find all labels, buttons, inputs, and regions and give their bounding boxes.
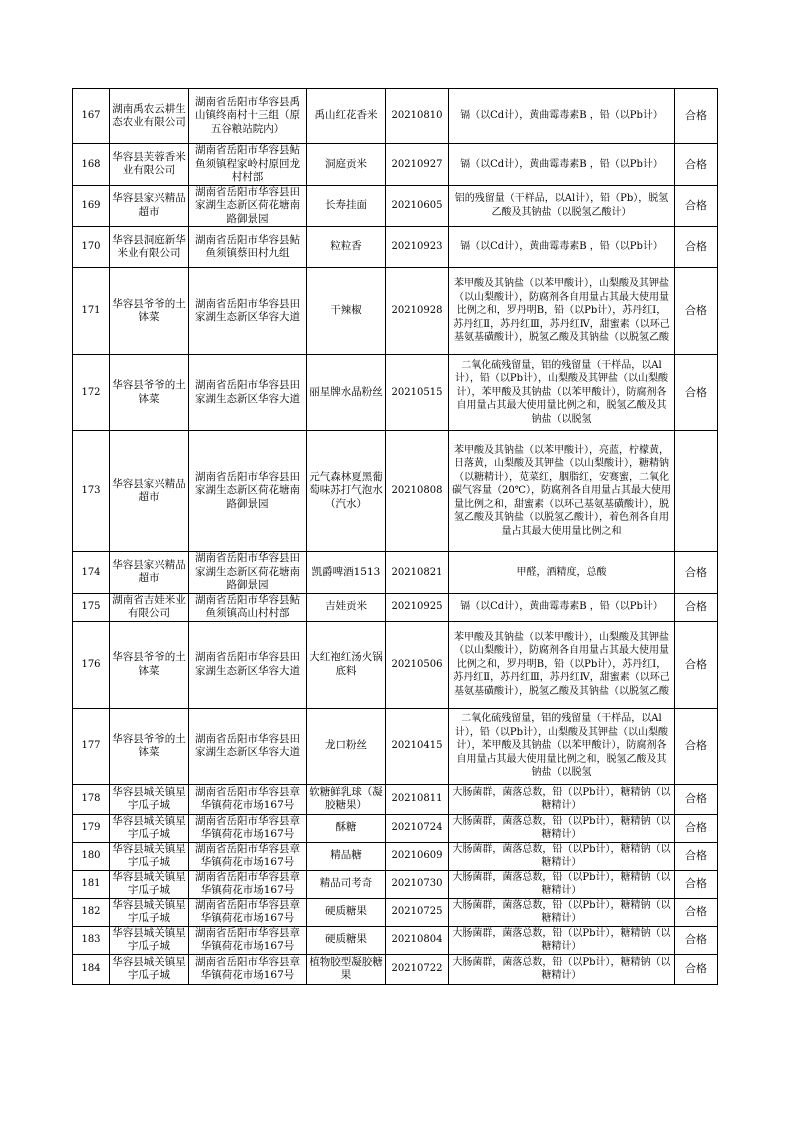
company-name: 华容县城关镇星宇瓜子城 <box>110 784 189 814</box>
test-items: 大肠菌群，菌落总数，铅（以Pb计），糖精钠（以糖精计） <box>449 870 675 898</box>
product-name: 大红袍红汤火锅底料 <box>307 621 386 708</box>
company-name: 华容县城关镇星宇瓜子城 <box>110 898 189 926</box>
table-row <box>73 593 718 621</box>
company-address: 湖南省岳阳市华容县田家湖生态新区荷花塘南路御景园 <box>189 185 307 227</box>
result-status: 合格 <box>675 621 718 708</box>
table-row <box>73 870 718 898</box>
row-number: 177 <box>73 708 110 784</box>
table-row <box>73 842 718 870</box>
product-name: 禹山红花香米 <box>307 89 386 144</box>
product-name: 洞庭贡米 <box>307 144 386 186</box>
production-date: 20210808 <box>386 431 449 552</box>
test-items: 大肠菌群，菌落总数，铅（以Pb计），糖精钠（以糖精计） <box>449 954 675 984</box>
table-row <box>73 144 718 186</box>
company-address: 湖南省岳阳市华容县田家湖生态新区荷花塘南路御景园 <box>189 552 307 594</box>
row-number: 176 <box>73 621 110 708</box>
test-items: 镉（以Cd计），黄曲霉毒素B ，铅（以Pb计） <box>449 144 675 186</box>
test-items: 大肠菌群，菌落总数，铅（以Pb计），糖精钠（以糖精计） <box>449 814 675 842</box>
test-items: 镉（以Cd计），黄曲霉毒素B ，铅（以Pb计） <box>449 89 675 144</box>
row-number: 170 <box>73 227 110 268</box>
table-row <box>73 185 718 227</box>
product-name: 软糖鲜乳球（凝胶糖果） <box>307 784 386 814</box>
production-date: 20210515 <box>386 355 449 431</box>
table-row <box>73 355 718 431</box>
row-number: 171 <box>73 268 110 355</box>
row-number: 169 <box>73 185 110 227</box>
production-date: 20210923 <box>386 227 449 268</box>
product-name: 吉娃贡米 <box>307 593 386 621</box>
company-address: 湖南省岳阳市华容县鲇鱼须镇程家岭村原回龙村村部 <box>189 144 307 186</box>
test-items: 苯甲酸及其钠盐（以苯甲酸计），山梨酸及其钾盐（以山梨酸计），防腐剂各自用量占其最大使用量比例之和，罗丹明B，铅（以Pb计），苏丹红Ⅰ，苏丹红Ⅱ，苏丹红Ⅲ，苏丹红Ⅳ，甜蜜素（以环己基氨基磺酸计），脱氢乙酸及其钠盐（以脱氢乙酸 <box>449 268 675 355</box>
production-date: 20210811 <box>386 784 449 814</box>
test-items: 镉（以Cd计），黄曲霉毒素B ，铅（以Pb计） <box>449 227 675 268</box>
company-name: 华容县城关镇星宇瓜子城 <box>110 870 189 898</box>
row-number: 180 <box>73 842 110 870</box>
production-date: 20210725 <box>386 898 449 926</box>
production-date: 20210810 <box>386 89 449 144</box>
company-address: 湖南省岳阳市华容县田家湖生态新区荷花塘南路御景园 <box>189 431 307 552</box>
product-name: 硬质糖果 <box>307 898 386 926</box>
product-name: 硬质糖果 <box>307 926 386 954</box>
product-name: 凯爵啤酒1513 <box>307 552 386 594</box>
company-name: 华容县家兴精品超市 <box>110 185 189 227</box>
company-name: 华容县城关镇星宇瓜子城 <box>110 926 189 954</box>
company-address: 湖南省岳阳市华容县章华镇荷花市场167号 <box>189 898 307 926</box>
table-row <box>73 954 718 984</box>
test-items: 大肠菌群，菌落总数，铅（以Pb计），糖精钠（以糖精计） <box>449 784 675 814</box>
result-status: 合格 <box>675 593 718 621</box>
row-number: 173 <box>73 431 110 552</box>
row-number: 175 <box>73 593 110 621</box>
row-number: 182 <box>73 898 110 926</box>
table-row <box>73 227 718 268</box>
table-row <box>73 814 718 842</box>
result-status: 合格 <box>675 185 718 227</box>
result-status <box>675 431 718 552</box>
table-row <box>73 621 718 708</box>
company-address: 湖南省岳阳市华容县禹山镇终南村十三组（原五谷粮站院内） <box>189 89 307 144</box>
test-items: 铝的残留量（干样品，以Al计），铅（Pb），脱氢乙酸及其钠盐（以脱氢乙酸计） <box>449 185 675 227</box>
table-row <box>73 926 718 954</box>
row-number: 167 <box>73 89 110 144</box>
table-row <box>73 268 718 355</box>
company-address: 湖南省岳阳市华容县田家湖生态新区华容大道 <box>189 708 307 784</box>
company-name: 湖南禹农云耕生态农业有限公司 <box>110 89 189 144</box>
table-row <box>73 552 718 594</box>
test-items: 大肠菌群，菌落总数，铅（以Pb计），糖精钠（以糖精计） <box>449 842 675 870</box>
company-name: 华容县城关镇星宇瓜子城 <box>110 954 189 984</box>
row-number: 179 <box>73 814 110 842</box>
result-status: 合格 <box>675 268 718 355</box>
product-name: 粒粒香 <box>307 227 386 268</box>
result-status: 合格 <box>675 708 718 784</box>
product-name: 龙口粉丝 <box>307 708 386 784</box>
result-status: 合格 <box>675 552 718 594</box>
company-name: 华容县城关镇星宇瓜子城 <box>110 814 189 842</box>
production-date: 20210724 <box>386 814 449 842</box>
production-date: 20210506 <box>386 621 449 708</box>
production-date: 20210821 <box>386 552 449 594</box>
company-name: 华容县城关镇星宇瓜子城 <box>110 842 189 870</box>
product-name: 丽星牌水晶粉丝 <box>307 355 386 431</box>
production-date: 20210609 <box>386 842 449 870</box>
company-address: 湖南省岳阳市华容县田家湖生态新区华容大道 <box>189 621 307 708</box>
company-address: 湖南省岳阳市华容县章华镇荷花市场167号 <box>189 870 307 898</box>
product-name: 酥糖 <box>307 814 386 842</box>
company-address: 湖南省岳阳市华容县章华镇荷花市场167号 <box>189 784 307 814</box>
product-name: 精品司考奇 <box>307 870 386 898</box>
production-date: 20210804 <box>386 926 449 954</box>
company-address: 湖南省岳阳市华容县鲇鱼须镇蔡田村九组 <box>189 227 307 268</box>
row-number: 183 <box>73 926 110 954</box>
company-name: 华容县家兴精品超市 <box>110 552 189 594</box>
test-items: 大肠菌群，菌落总数，铅（以Pb计），糖精钠（以糖精计） <box>449 926 675 954</box>
test-items: 大肠菌群，菌落总数，铅（以Pb计），糖精钠（以糖精计） <box>449 898 675 926</box>
production-date: 20210730 <box>386 870 449 898</box>
product-name: 长寿挂面 <box>307 185 386 227</box>
table-row <box>73 784 718 814</box>
result-status: 合格 <box>675 898 718 926</box>
product-name: 植物胶型凝胶糖果 <box>307 954 386 984</box>
product-name: 干辣椒 <box>307 268 386 355</box>
company-address: 湖南省岳阳市华容县鲇鱼须镇高山村村部 <box>189 593 307 621</box>
table-row <box>73 89 718 144</box>
company-address: 湖南省岳阳市华容县田家湖生态新区华容大道 <box>189 268 307 355</box>
company-name: 华容县爷爷的土钵菜 <box>110 268 189 355</box>
product-name: 精品糖 <box>307 842 386 870</box>
company-address: 湖南省岳阳市华容县章华镇荷花市场167号 <box>189 842 307 870</box>
production-date: 20210927 <box>386 144 449 186</box>
production-date: 20210925 <box>386 593 449 621</box>
company-name: 华容县家兴精品超市 <box>110 431 189 552</box>
result-status: 合格 <box>675 842 718 870</box>
production-date: 20210928 <box>386 268 449 355</box>
result-status: 合格 <box>675 89 718 144</box>
company-address: 湖南省岳阳市华容县章华镇荷花市场167号 <box>189 926 307 954</box>
test-items: 甲醛，酒精度，总酸 <box>449 552 675 594</box>
result-status: 合格 <box>675 926 718 954</box>
test-items: 二氧化硫残留量，铝的残留量（干样品，以Al计），铅（以Pb计），山梨酸及其钾盐（以山梨酸计），苯甲酸及其钠盐（以苯甲酸计），防腐剂各自用量占其最大使用量比例之和，脱氢乙酸及其钠盐（以脱氢 <box>449 708 675 784</box>
company-name: 湖南省吉娃米业有限公司 <box>110 593 189 621</box>
row-number: 174 <box>73 552 110 594</box>
company-name: 华容县爷爷的土钵菜 <box>110 621 189 708</box>
test-items: 二氧化硫残留量，铝的残留量（干样品，以Al计），铅（以Pb计），山梨酸及其钾盐（以山梨酸计），苯甲酸及其钠盐（以苯甲酸计），防腐剂各自用量占其最大使用量比例之和，脱氢乙酸及其钠盐（以脱氢 <box>449 355 675 431</box>
result-status: 合格 <box>675 227 718 268</box>
row-number: 181 <box>73 870 110 898</box>
result-status: 合格 <box>675 814 718 842</box>
table-row <box>73 431 718 552</box>
company-address: 湖南省岳阳市华容县田家湖生态新区华容大道 <box>189 355 307 431</box>
company-address: 湖南省岳阳市华容县章华镇荷花市场167号 <box>189 954 307 984</box>
result-status: 合格 <box>675 954 718 984</box>
row-number: 168 <box>73 144 110 186</box>
result-status: 合格 <box>675 355 718 431</box>
table-row <box>73 898 718 926</box>
company-address: 湖南省岳阳市华容县章华镇荷花市场167号 <box>189 814 307 842</box>
company-name: 华容县爷爷的土钵菜 <box>110 355 189 431</box>
result-status: 合格 <box>675 870 718 898</box>
production-date: 20210605 <box>386 185 449 227</box>
row-number: 172 <box>73 355 110 431</box>
table-row <box>73 708 718 784</box>
company-name: 华容县芙蓉香米业有限公司 <box>110 144 189 186</box>
test-items: 苯甲酸及其钠盐（以苯甲酸计），山梨酸及其钾盐（以山梨酸计），防腐剂各自用量占其最大使用量比例之和，罗丹明B，铅（以Pb计），苏丹红Ⅰ，苏丹红Ⅱ，苏丹红Ⅲ，苏丹红Ⅳ，甜蜜素（以环己基氨基磺酸计），脱氢乙酸及其钠盐（以脱氢乙酸 <box>449 621 675 708</box>
production-date: 20210415 <box>386 708 449 784</box>
result-status: 合格 <box>675 784 718 814</box>
test-items: 镉（以Cd计），黄曲霉毒素B ，铅（以Pb计） <box>449 593 675 621</box>
product-name: 元气森林夏黑葡萄味苏打气泡水（汽水） <box>307 431 386 552</box>
test-items: 苯甲酸及其钠盐（以苯甲酸计），亮蓝，柠檬黄，日落黄，山梨酸及其钾盐（以山梨酸计），糖精钠（以糖精计），苋菜红，胭脂红，安赛蜜，二氧化碳气容量（20℃），防腐剂各自用量占其最大使用量比例之和，甜蜜素（以环己基氨基磺酸计），脱氢乙酸及其钠盐（以脱氢乙酸计），着色剂各自用量占其最大使用量比例之和 <box>449 431 675 552</box>
row-number: 184 <box>73 954 110 984</box>
inspection-results-table <box>72 88 718 985</box>
row-number: 178 <box>73 784 110 814</box>
company-name: 华容县洞庭新华米业有限公司 <box>110 227 189 268</box>
production-date: 20210722 <box>386 954 449 984</box>
result-status: 合格 <box>675 144 718 186</box>
company-name: 华容县爷爷的土钵菜 <box>110 708 189 784</box>
